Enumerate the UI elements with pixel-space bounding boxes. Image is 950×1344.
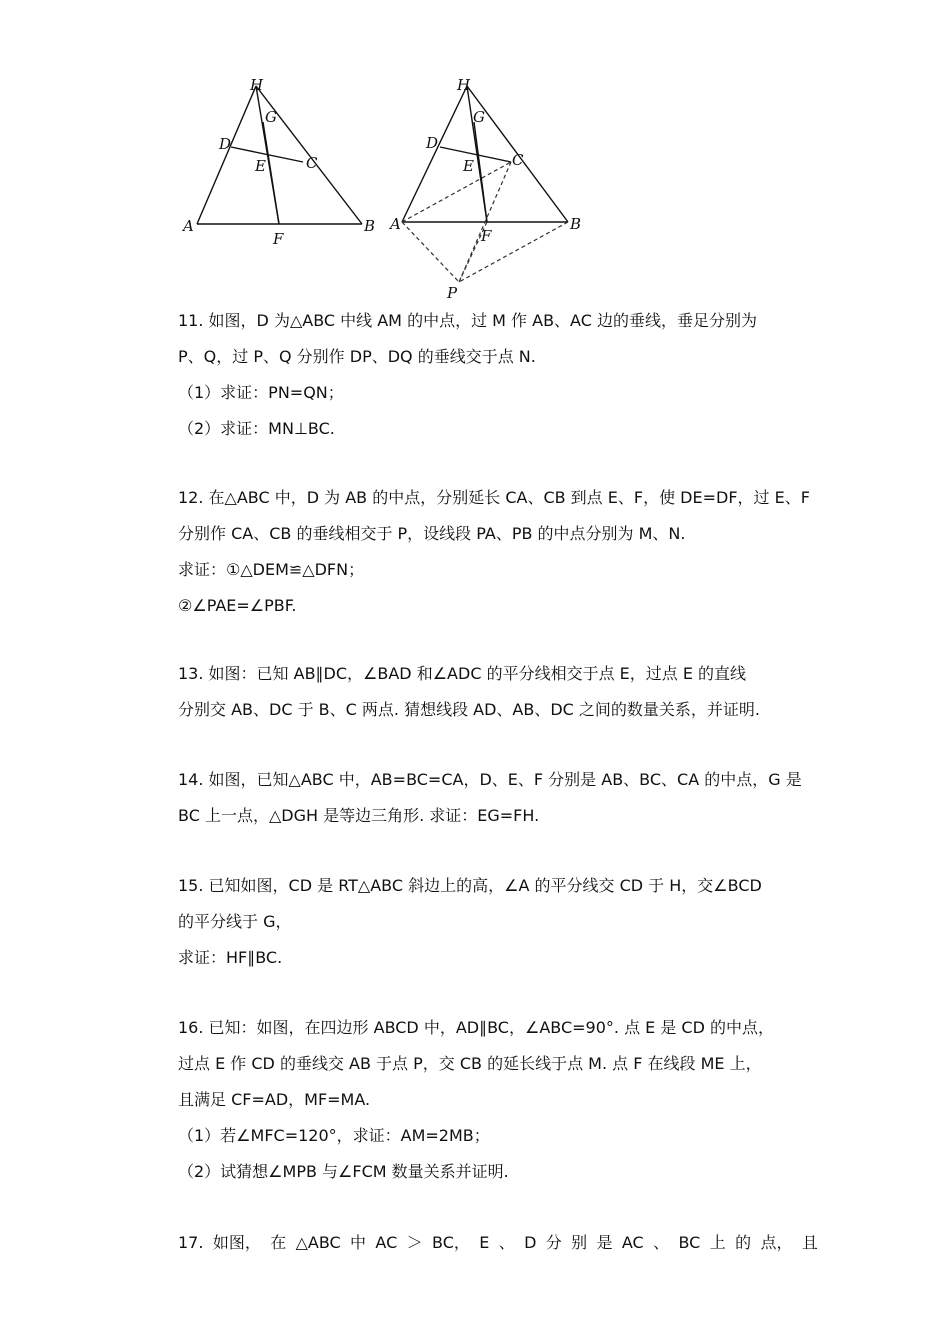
word: AC — [375, 1233, 398, 1252]
label-h: H — [250, 76, 264, 94]
word: 、 — [653, 1233, 670, 1252]
segment-dc — [440, 147, 511, 162]
segment-ah — [197, 86, 256, 224]
problem-line: （1）求证：PN=QN； — [178, 383, 344, 402]
word: 上 — [709, 1233, 726, 1252]
figure-right — [385, 70, 595, 300]
label-c: C — [512, 151, 524, 169]
word: 且 — [801, 1233, 818, 1252]
problem-line: （1）若∠MFC=120°，求证：AM=2MB； — [178, 1126, 490, 1145]
dashed-ap — [402, 222, 459, 282]
problem-line: （2）试猜想∠MPB 与∠FCM 数量关系并证明. — [178, 1162, 509, 1181]
word: BC — [678, 1233, 701, 1252]
label-f: F — [273, 230, 284, 248]
problem-14 — [178, 762, 818, 834]
dashed-ac — [402, 162, 511, 222]
problem-line: 求证：①△DEM≌△DFN； — [178, 560, 365, 579]
label-g: G — [265, 108, 277, 126]
figure-right-svg — [385, 70, 595, 300]
problem-12 — [178, 480, 818, 624]
word: D — [524, 1233, 537, 1252]
label-c: C — [306, 154, 318, 172]
problem-line: 过点 E 作 CD 的垂线交 AB 于点 P，交 CB 的延长线于点 M. 点 F 在线段 ME 上， — [178, 1054, 762, 1073]
problem-line: （2）求证：MN⊥BC. — [178, 419, 335, 438]
problem-line: 分别交 AB、DC 于 B、C 两点. 猜想线段 AD、AB、DC 之间的数量关系，并证明. — [178, 700, 761, 719]
figure-left — [175, 70, 385, 250]
label-p: P — [447, 284, 458, 302]
word: AC — [621, 1233, 644, 1252]
problem-11 — [178, 303, 818, 447]
problem-line: P、Q，过 P、Q 分别作 DP、DQ 的垂线交于点 N. — [178, 347, 536, 366]
problem-line: ②∠PAE=∠PBF. — [178, 596, 297, 615]
dashed-bp — [459, 222, 568, 282]
problem-line — [178, 1225, 818, 1261]
problem-line: 求证：HF∥BC. — [178, 948, 283, 967]
word: BC， — [432, 1233, 470, 1252]
word: 17. — [178, 1233, 204, 1252]
label-b: B — [570, 215, 582, 233]
word: 分 — [545, 1233, 562, 1252]
problem-line: 13. 如图：已知 AB∥DC，∠BAD 和∠ADC 的平分线相交于点 E，过点 E 的直线 — [178, 664, 747, 683]
label-d: D — [219, 135, 232, 153]
word: 的 — [735, 1233, 752, 1252]
label-e: E — [463, 157, 474, 175]
label-f: F — [481, 227, 492, 245]
figure-left-svg — [175, 70, 385, 250]
word: 如图， — [212, 1233, 261, 1252]
problem-line: 12. 在△ABC 中，D 为 AB 的中点，分别延长 CA、CB 到点 E、F，使 DE=DF，过 E、F — [178, 488, 810, 507]
label-h: H — [457, 76, 471, 94]
word: E — [479, 1233, 490, 1252]
word: 是 — [596, 1233, 613, 1252]
problem-line: 的平分线于 G， — [178, 912, 292, 931]
problem-13 — [178, 656, 818, 728]
problem-15 — [178, 868, 818, 976]
problem-line: 分别作 CA、CB 的垂线相交于 P，设线段 PA、PB 的中点分别为 M、N. — [178, 524, 686, 543]
problem-17 — [178, 1225, 818, 1261]
word: 别 — [571, 1233, 588, 1252]
problem-16 — [178, 1010, 818, 1190]
label-d: D — [426, 134, 439, 152]
word: ＞ — [406, 1233, 423, 1252]
label-a: A — [390, 215, 401, 233]
word: △ABC — [295, 1233, 341, 1252]
problem-line: 11. 如图，D 为△ABC 中线 AM 的中点，过 M 作 AB、AC 边的垂线，垂足分别为 — [178, 311, 757, 330]
label-a: A — [183, 217, 194, 235]
problem-line: 16. 已知：如图，在四边形 ABCD 中，AD∥BC，∠ABC=90°. 点 E 是 CD 的中点， — [178, 1018, 775, 1037]
label-g: G — [473, 108, 485, 126]
problem-line: BC 上一点，△DGH 是等边三角形. 求证：EG=FH. — [178, 806, 540, 825]
word: 点， — [760, 1233, 793, 1252]
label-b: B — [364, 217, 376, 235]
word: 在 — [270, 1233, 287, 1252]
problem-line: 15. 已知如图，CD 是 RT△ABC 斜边上的高，∠A 的平分线交 CD 于 H，交∠BCD — [178, 876, 762, 895]
segment-gf — [474, 122, 487, 222]
word: 中 — [350, 1233, 367, 1252]
label-e: E — [255, 157, 266, 175]
problem-line: 且满足 CF=AD，MF=MA. — [178, 1090, 371, 1109]
problem-line: 14. 如图，已知△ABC 中，AB=BC=CA，D、E、F 分别是 AB、BC、CA 的中点，G 是 — [178, 770, 802, 789]
word: 、 — [498, 1233, 515, 1252]
segment-ah — [402, 86, 467, 222]
